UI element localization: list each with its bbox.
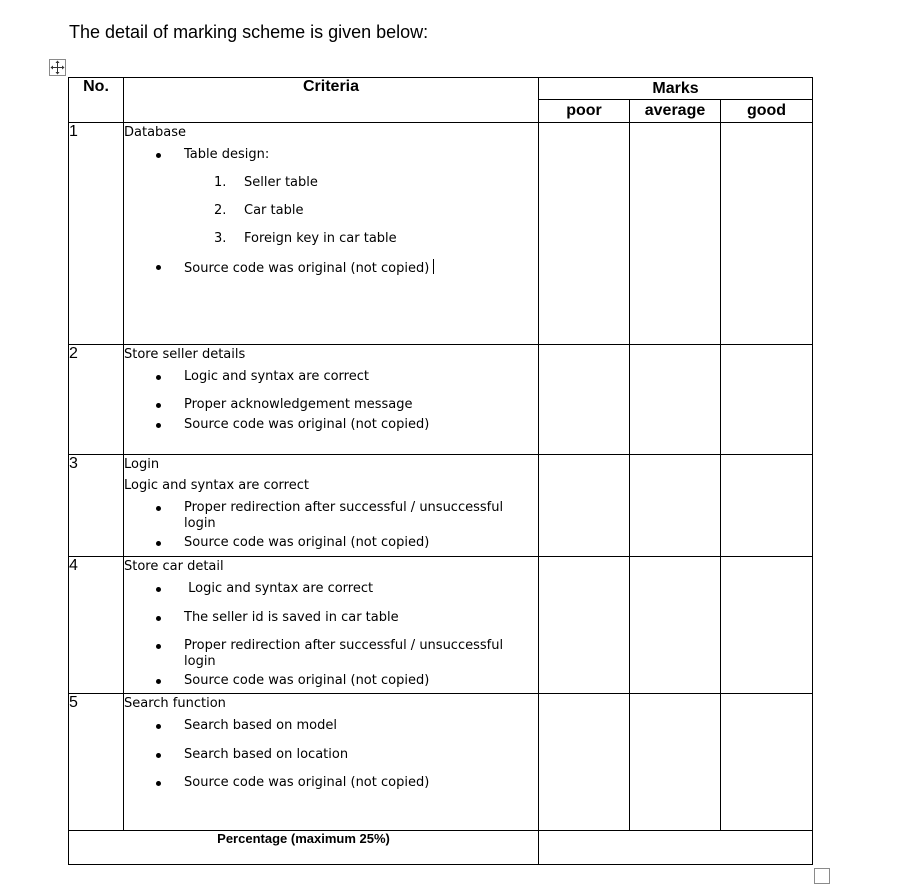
mark-cell-poor[interactable] xyxy=(539,345,630,455)
row-number: 4 xyxy=(69,557,124,694)
header-no: No. xyxy=(69,78,124,123)
bullet-item: Source code was original (not copied) xyxy=(124,673,538,689)
mark-cell-good[interactable] xyxy=(721,455,813,557)
criteria-title: Database xyxy=(124,125,187,140)
bullet-item: Logic and syntax are correct xyxy=(124,369,538,385)
percentage-label: Percentage (maximum 25%) xyxy=(69,831,539,865)
mark-cell-average[interactable] xyxy=(630,557,721,694)
table-resize-handle[interactable] xyxy=(814,868,830,884)
bullet-item: Source code was original (not copied) xyxy=(124,259,538,277)
numbered-item: 3. Foreign key in car table xyxy=(214,231,397,246)
table-row xyxy=(69,694,813,831)
criteria-cell[interactable] xyxy=(124,123,539,345)
criteria-cell[interactable] xyxy=(124,345,539,455)
mark-cell-average[interactable] xyxy=(630,123,721,345)
table-move-handle[interactable] xyxy=(49,59,66,76)
bullet-item: Logic and syntax are correct xyxy=(124,581,538,597)
criteria-title: Login xyxy=(124,457,160,472)
bullet-item: Source code was original (not copied) xyxy=(124,417,538,433)
bullet-item: Proper redirection after successful / unsuccessful login xyxy=(124,500,538,532)
criteria-cell[interactable] xyxy=(124,694,539,831)
numbered-item: 2. Car table xyxy=(214,203,304,218)
criteria-line: Logic and syntax are correct xyxy=(124,478,309,493)
header-marks: Marks xyxy=(539,78,813,100)
header-criteria: Criteria xyxy=(124,78,539,123)
bullet-item: Search based on model xyxy=(124,718,538,734)
mark-cell-average[interactable] xyxy=(630,694,721,831)
criteria-title: Search function xyxy=(124,696,226,711)
row-number: 5 xyxy=(69,694,124,831)
table-row xyxy=(69,557,813,694)
criteria-title: Store car detail xyxy=(124,559,224,574)
mark-cell-good[interactable] xyxy=(721,123,813,345)
criteria-title: Store seller details xyxy=(124,347,246,362)
intro-heading: The detail of marking scheme is given below: xyxy=(69,22,429,42)
mark-cell-average[interactable] xyxy=(630,455,721,557)
row-number: 3 xyxy=(69,455,124,557)
numbered-item: 1. Seller table xyxy=(214,175,318,190)
table-row xyxy=(69,455,813,557)
bullet-item: Proper redirection after successful / unsuccessful login xyxy=(124,638,538,670)
mark-cell-poor[interactable] xyxy=(539,455,630,557)
bullet-item: Source code was original (not copied) xyxy=(124,535,538,551)
criteria-cell[interactable] xyxy=(124,455,539,557)
mark-cell-good[interactable] xyxy=(721,694,813,831)
bullet-item: Source code was original (not copied) xyxy=(124,775,538,791)
move-arrows-icon xyxy=(50,60,65,75)
row-number: 2 xyxy=(69,345,124,455)
mark-cell-good[interactable] xyxy=(721,345,813,455)
table-row xyxy=(69,345,813,455)
mark-cell-good[interactable] xyxy=(721,557,813,694)
header-good: good xyxy=(721,100,813,123)
mark-cell-average[interactable] xyxy=(630,345,721,455)
marking-scheme-table xyxy=(68,77,813,865)
row-number: 1 xyxy=(69,123,124,345)
percentage-cell[interactable] xyxy=(539,831,813,865)
header-poor: poor xyxy=(539,100,630,123)
footer-row xyxy=(69,831,813,865)
header-average: average xyxy=(630,100,721,123)
criteria-cell[interactable] xyxy=(124,557,539,694)
text-cursor xyxy=(433,259,434,274)
bullet-item: The seller id is saved in car table xyxy=(124,610,538,626)
bullet-item: Table design: xyxy=(124,147,538,163)
mark-cell-poor[interactable] xyxy=(539,557,630,694)
bullet-item: Proper acknowledgement message xyxy=(124,397,538,413)
header-row xyxy=(69,78,813,100)
table-row xyxy=(69,123,813,345)
bullet-item: Search based on location xyxy=(124,747,538,763)
mark-cell-poor[interactable] xyxy=(539,123,630,345)
mark-cell-poor[interactable] xyxy=(539,694,630,831)
